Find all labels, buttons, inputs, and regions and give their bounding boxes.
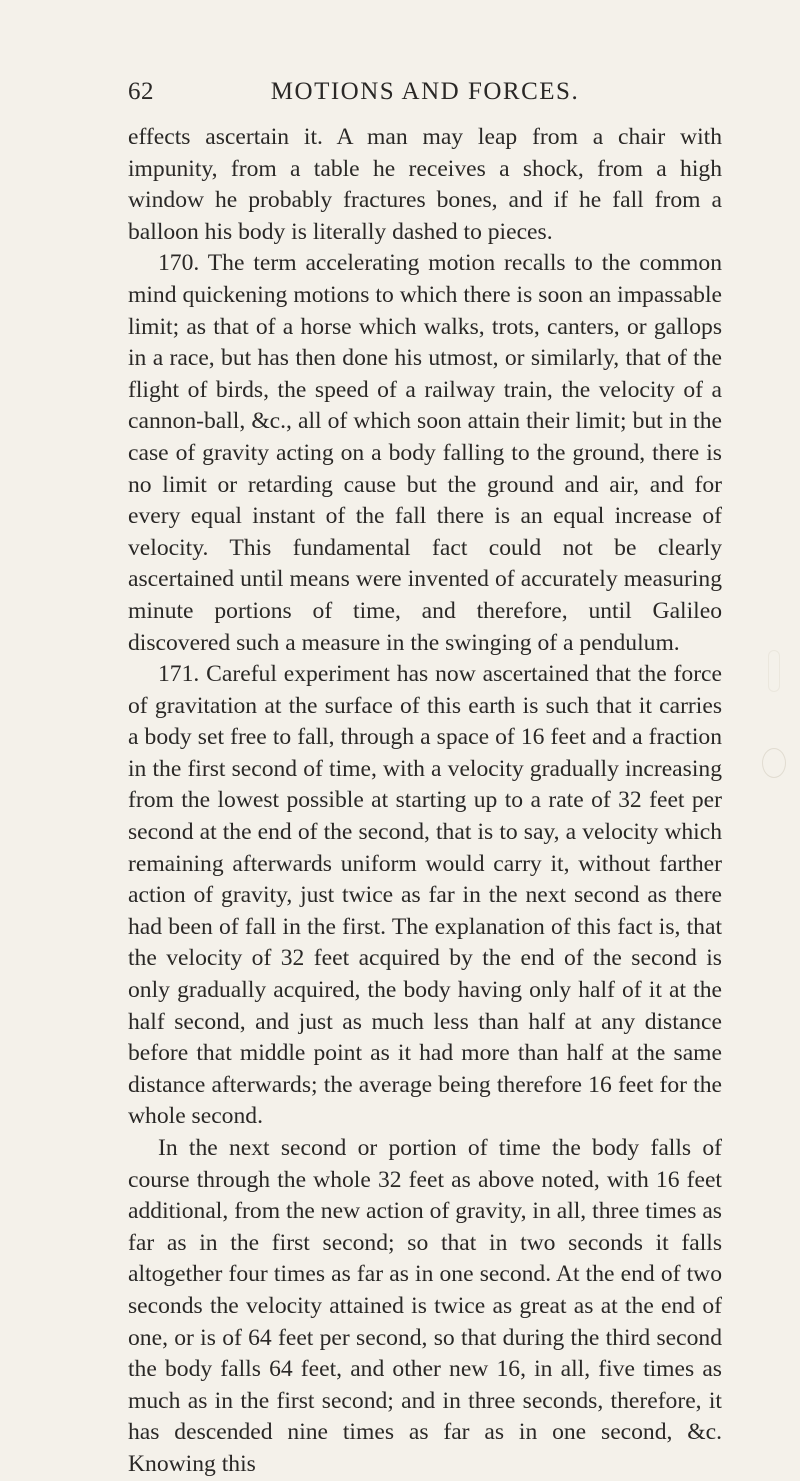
body-text — [128, 122, 722, 1481]
paper-blemish — [762, 748, 786, 778]
running-head — [128, 78, 722, 112]
paragraph-171: 171. Careful experiment has now ascertained that the force of gravitation at the surface of this earth is such that it carries a body set free to fall, through a space of 16 feet and a fraction in the first second of time, with a velocity gradually increasing from the lowest possible at starting up to a rate of 32 feet per second at the end of the second, that is to say, a velocity which remaining afterwards uniform would carry it, without farther action of gravity, just twice as far in the next second as there had been of fall in the first. The explanation of this fact is, that the velocity of 32 feet acquired by the end of the second is only gradually acquired, the body having only half of it at the half second, and just as much less than half at any distance before that middle point as it had more than half at the same distance afterwards; the average being therefore 16 feet for the whole second. — [128, 661, 722, 1130]
page-number: 62 — [128, 78, 154, 105]
paragraph-next-second: In the next second or portion of time the body falls of course through the whole 32 feet as above noted, with 16 feet additional, from the new action of gravity, in all, three times as far as in the first second; so that in two seconds it falls altogether four times as far as in one second. At the end of two seconds the velocity attained is twice as great as at the end of one, or is of 64 feet per second, so that during the third second the body falls 64 feet, and other new 16, in all, five times as much as in the first second; and in three seconds, therefore, it has descended nine times as far as in one second, &c. Knowing this — [128, 1135, 722, 1477]
paragraph-continuation: effects ascertain it. A man may leap from a chair with impunity, from a table he receives a shock, from a high window he probably fractures bones, and if he fall from a balloon his body is literally dashed to pieces. — [128, 124, 722, 245]
header-title: MOTIONS AND FORCES. — [270, 78, 580, 105]
paragraph-170: 170. The term accelerating motion recalls to the common mind quickening motions to which there is soon an impassable limit; as that of a horse which walks, trots, canters, or gallops in a race, but has then done his utmost, or similarly, that of the flight of birds, the speed of a railway train, the velocity of a cannon-ball, &c., all of which soon attain their limit; but in the case of gravity acting on a body falling to the ground, there is no limit or retarding cause but the ground and air, and for every equal instant of the fall there is an equal increase of velocity. This fundamental fact could not be clearly ascertained until means were invented of accurately measuring minute portions of time, and therefore, until Galileo discovered such a measure in the swinging of a pendulum. — [128, 250, 722, 656]
paper-blemish — [768, 650, 780, 692]
